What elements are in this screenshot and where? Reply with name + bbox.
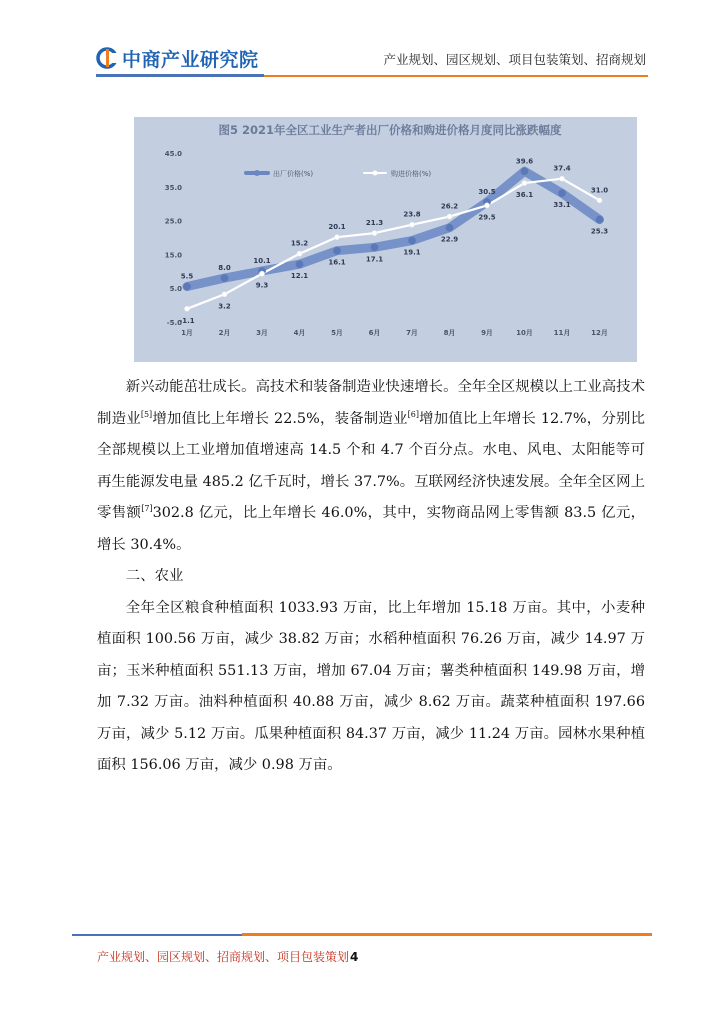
x-tick-label: 9月 bbox=[481, 329, 493, 337]
price-index-chart bbox=[134, 117, 637, 362]
data-label: 12.1 bbox=[290, 272, 309, 281]
data-point bbox=[596, 216, 603, 223]
x-tick-label: 5月 bbox=[331, 329, 343, 337]
data-point bbox=[222, 292, 227, 297]
data-label: 19.1 bbox=[403, 248, 421, 257]
legend-label: 出厂价格(%) bbox=[273, 170, 314, 178]
x-tick-label: 12月 bbox=[591, 329, 608, 337]
data-point bbox=[559, 176, 564, 181]
footer bbox=[97, 948, 358, 965]
data-point bbox=[184, 306, 189, 311]
data-label: 22.9 bbox=[440, 235, 459, 244]
data-label: 23.8 bbox=[403, 210, 421, 219]
header-rule-orange bbox=[264, 75, 648, 77]
footnote-ref-5: [5] bbox=[140, 409, 153, 419]
data-point bbox=[597, 198, 602, 203]
data-label: 10.1 bbox=[253, 256, 271, 265]
data-point bbox=[522, 180, 527, 185]
data-label: 31.0 bbox=[590, 186, 609, 195]
footnote-ref-7: [7] bbox=[141, 504, 153, 513]
y-tick-label: 15.0 bbox=[164, 251, 182, 260]
data-label: 17.1 bbox=[365, 255, 384, 264]
data-label: 37.4 bbox=[553, 164, 571, 173]
data-point bbox=[447, 214, 452, 219]
footnote-ref-6: [6] bbox=[407, 409, 419, 419]
x-tick-label: 11月 bbox=[553, 329, 571, 337]
x-tick-label: 10月 bbox=[516, 329, 533, 337]
logo bbox=[96, 44, 259, 72]
y-tick-label: 25.0 bbox=[164, 217, 182, 226]
text-run: 302.8 亿元，比上年增长 46.0%，其中，实物商品网上零售额 83.5 亿元，增长 30.4%。 bbox=[97, 505, 645, 553]
data-point bbox=[297, 251, 302, 256]
x-tick-label: 1月 bbox=[181, 329, 193, 337]
data-label: 36.1 bbox=[515, 191, 534, 200]
footer-tagline: 产业规划、园区规划、招商规划、项目包装策划 bbox=[97, 950, 350, 964]
data-label: 33.1 bbox=[553, 201, 571, 210]
legend-marker bbox=[373, 171, 378, 176]
data-label: 9.3 bbox=[255, 281, 269, 290]
logo-text: 中商产业研究院 bbox=[122, 48, 259, 71]
data-point bbox=[521, 168, 528, 175]
page-number: 4 bbox=[350, 950, 359, 964]
header-tagline: 产业规划、园区规划、项目包装策划、招商规划 bbox=[383, 52, 646, 67]
data-label: 39.6 bbox=[515, 157, 534, 166]
paragraph-industry bbox=[97, 372, 645, 561]
x-axis-ticks bbox=[181, 329, 608, 337]
data-point bbox=[333, 247, 340, 254]
paragraph-agriculture: 全年全区粮食种植面积 1033.93 万亩，比上年增加 15.18 万亩。其中，小麦种植面积 100.56 万亩，减少 38.82 万亩；水稻种植面积 76.26 万亩，减少 14.97 万亩；玉米种植面积 551.13 万亩，增加 67.04 万亩；薯类种植面积 149.98 万亩，增加 7.32 万亩。油料种植面积 40.88 万亩，减少 8.62 万亩。蔬菜种植面积 197.66 万亩，减少 5.12 万亩。瓜果种植面积 84.37 万亩，减少 11.24 万亩。园林水果种植面积 156.06 万亩，减少 0.98 万亩。 bbox=[97, 599, 645, 773]
data-label: 15.2 bbox=[290, 239, 309, 248]
x-tick-label: 6月 bbox=[368, 329, 381, 337]
chart-series bbox=[179, 157, 608, 325]
footer-rule-blue bbox=[72, 934, 242, 936]
x-tick-label: 2月 bbox=[218, 329, 231, 337]
data-point bbox=[446, 224, 453, 231]
chart-title: 图5 2021年全区工业生产者出厂价格和购进价格月度同比涨跌幅度 bbox=[218, 123, 562, 137]
header-rule-blue bbox=[96, 74, 264, 77]
data-label: 8.0 bbox=[218, 264, 231, 273]
body-text bbox=[97, 372, 645, 782]
y-axis-ticks bbox=[165, 150, 182, 327]
data-label: 5.5 bbox=[180, 272, 194, 281]
logo-mark-icon bbox=[96, 47, 118, 69]
data-point bbox=[259, 271, 264, 276]
text-run: 新兴动能茁壮成长。高技术和装备制造业快速增长。全年全区规模以上工业高技术制造业 bbox=[97, 379, 645, 427]
data-point bbox=[484, 203, 489, 208]
data-label: -1.1 bbox=[179, 316, 195, 325]
data-point bbox=[183, 283, 190, 290]
data-point bbox=[409, 222, 414, 227]
data-label: 20.1 bbox=[328, 223, 346, 232]
data-label: 21.3 bbox=[365, 219, 384, 228]
data-point bbox=[372, 231, 377, 236]
y-tick-label: 45.0 bbox=[164, 150, 182, 158]
chart-canvas bbox=[134, 117, 637, 362]
data-point bbox=[558, 190, 565, 197]
x-tick-label: 8月 bbox=[443, 329, 456, 337]
footer-rule-orange bbox=[242, 933, 652, 936]
data-label: 29.5 bbox=[478, 213, 496, 222]
x-tick-label: 7月 bbox=[406, 329, 418, 337]
data-label: 25.3 bbox=[590, 227, 609, 236]
y-tick-label: -5.0 bbox=[166, 319, 182, 327]
data-point bbox=[334, 235, 339, 240]
legend-marker bbox=[254, 170, 260, 176]
page-header bbox=[0, 0, 724, 90]
y-tick-label: 35.0 bbox=[164, 183, 182, 192]
text-run: 增加值比上年增长 12.7%，分别比全部规模以上工业增加值增速高 14.5 个和 4.7 个百分点。水电、风电、太阳能等可再生能源发电量 485.2 亿千瓦时，增长 37.7%。互联网经济快速发展。全年全区网上零售额 bbox=[97, 410, 645, 521]
data-label: 16.1 bbox=[328, 258, 346, 267]
data-point bbox=[371, 244, 378, 251]
x-tick-label: 3月 bbox=[256, 329, 268, 337]
legend-label: 购进价格(%) bbox=[391, 170, 432, 178]
data-point bbox=[408, 237, 415, 244]
data-point bbox=[296, 261, 303, 268]
data-label: 26.2 bbox=[440, 202, 459, 211]
section-heading-agriculture: 二、农业 bbox=[125, 568, 184, 584]
y-tick-label: 5.0 bbox=[169, 285, 182, 294]
data-label: 3.2 bbox=[218, 302, 231, 311]
data-label: 30.5 bbox=[478, 188, 496, 197]
text-run: 增加值比上年增长 22.5%，装备制造业 bbox=[152, 410, 408, 427]
data-point bbox=[221, 274, 228, 281]
chart-legend bbox=[246, 169, 431, 178]
x-tick-label: 4月 bbox=[293, 329, 306, 337]
